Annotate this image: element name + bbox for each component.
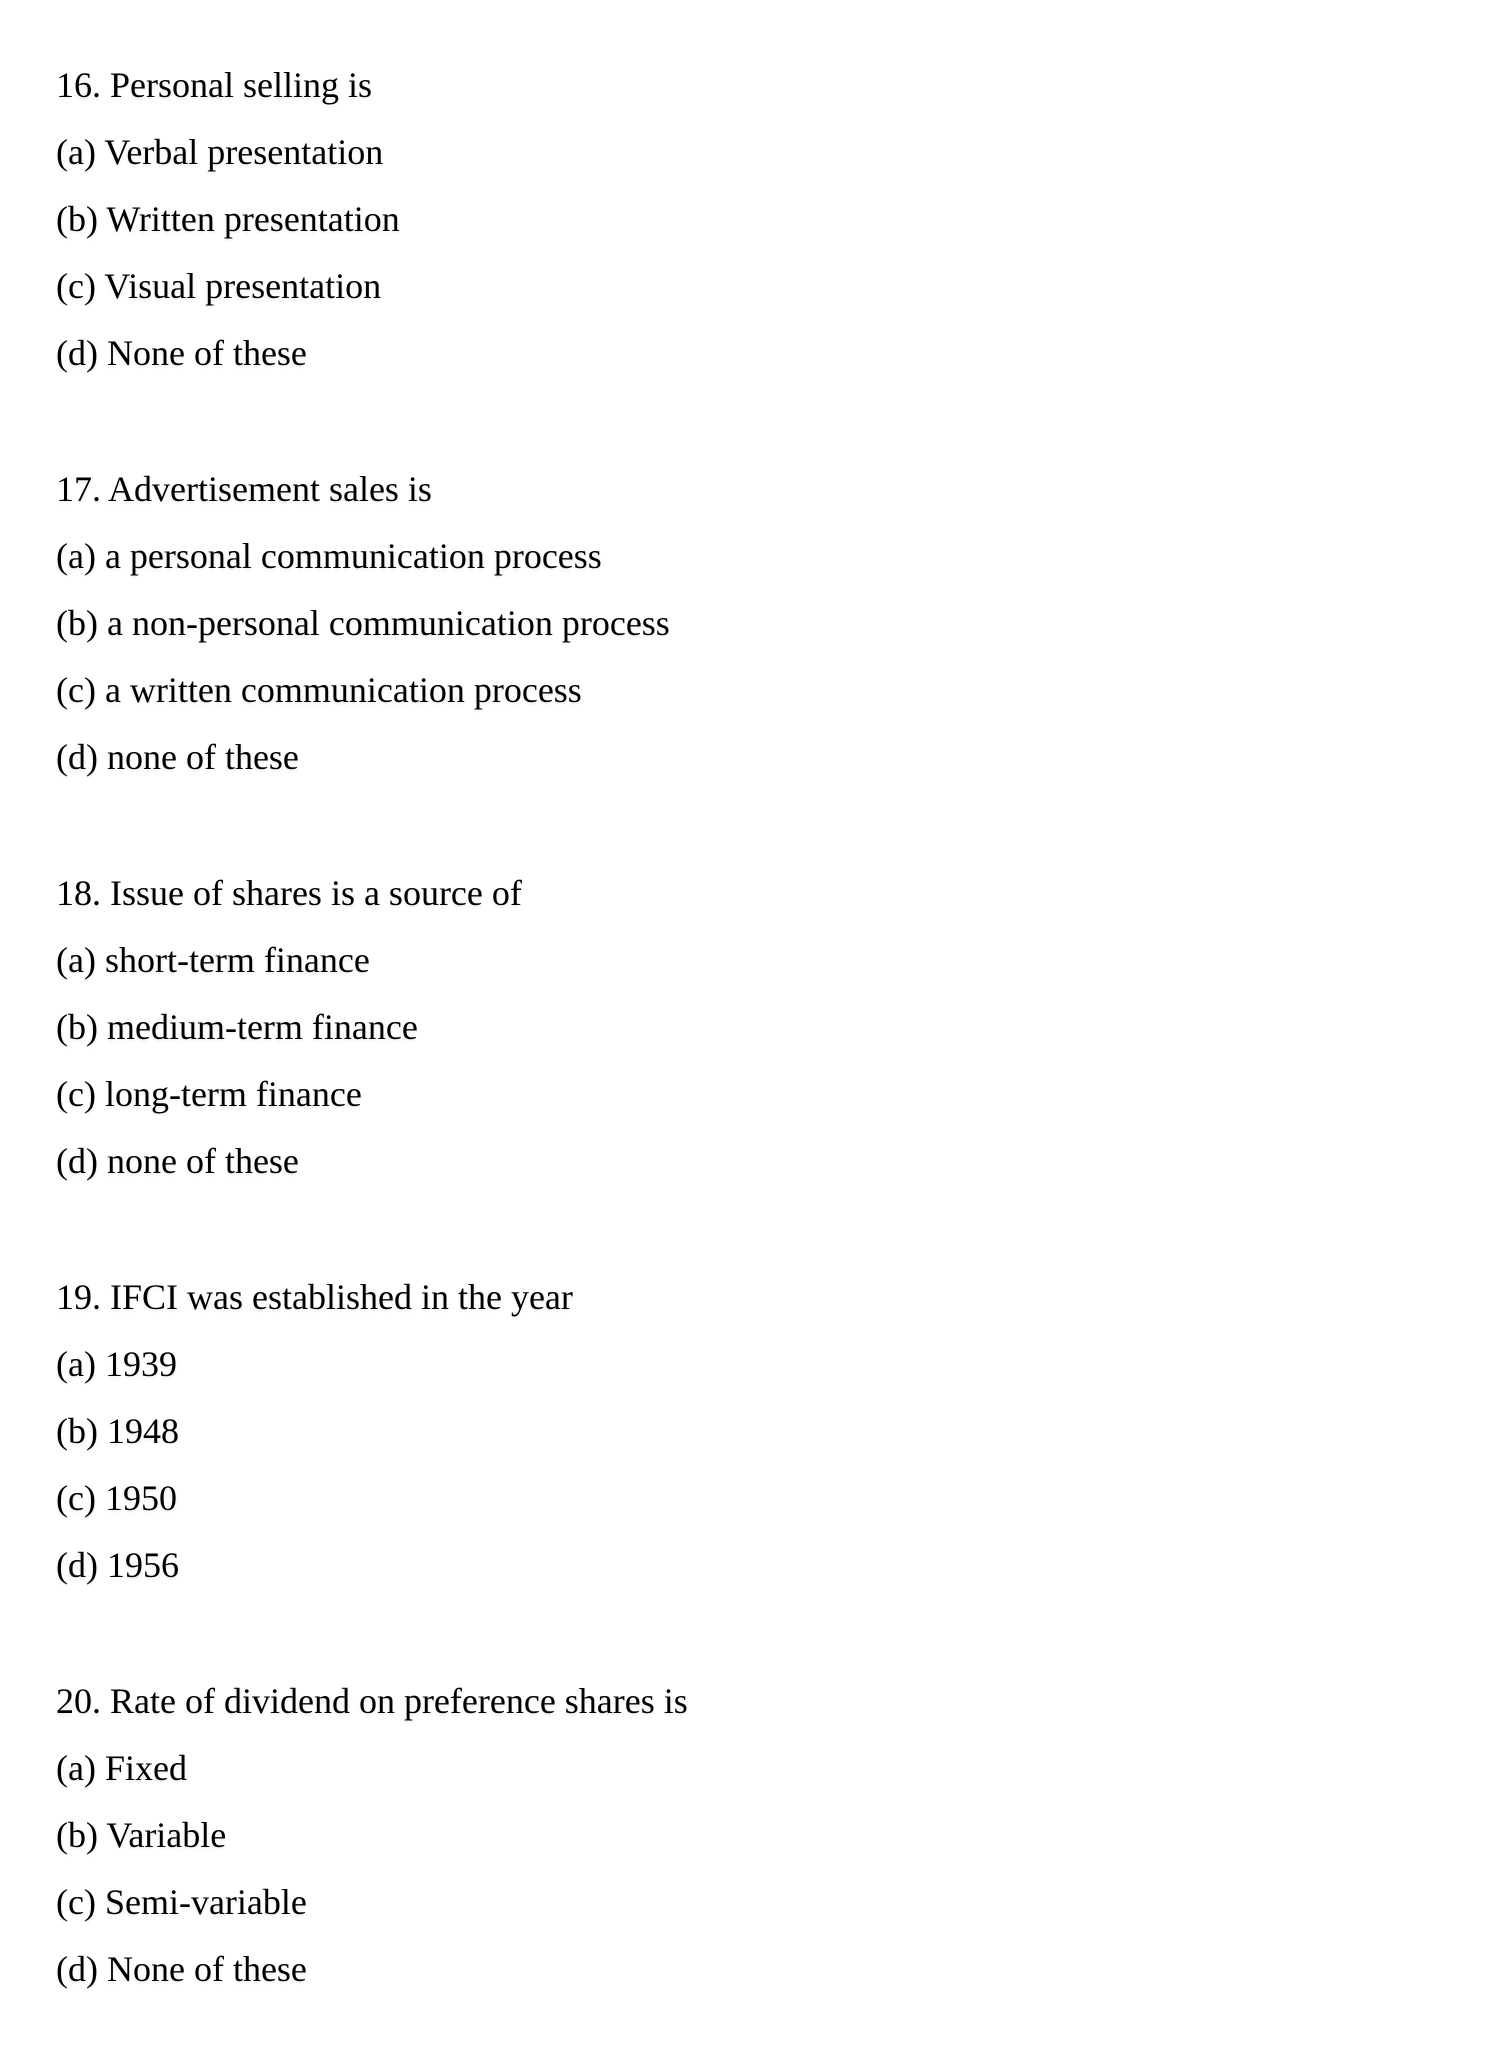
option-c: (c) Visual presentation <box>56 266 382 306</box>
question-text: 16. Personal selling is <box>56 65 372 105</box>
option-b: (b) 1948 <box>56 1411 179 1451</box>
question-20 <box>56 1668 688 2003</box>
option-d: (d) None of these <box>56 333 307 373</box>
question-text: 17. Advertisement sales is <box>56 469 432 509</box>
option-d: (d) none of these <box>56 737 299 777</box>
option-c: (c) Semi-variable <box>56 1882 307 1922</box>
option-d: (d) None of these <box>56 1949 307 1989</box>
option-b: (b) a non-personal communication process <box>56 603 670 643</box>
question-18 <box>56 860 688 1195</box>
mcq-page <box>56 52 688 2072</box>
question-19 <box>56 1264 688 1599</box>
option-a: (a) Fixed <box>56 1748 187 1788</box>
option-a: (a) Verbal presentation <box>56 132 384 172</box>
question-text: 19. IFCI was established in the year <box>56 1277 573 1317</box>
option-d: (d) 1956 <box>56 1545 179 1585</box>
question-text: 18. Issue of shares is a source of <box>56 873 522 913</box>
option-b: (b) Written presentation <box>56 199 400 239</box>
option-b: (b) medium-term finance <box>56 1007 418 1047</box>
question-text: 20. Rate of dividend on preference shares is <box>56 1681 688 1721</box>
option-c: (c) a written communication process <box>56 670 582 710</box>
option-a: (a) a personal communication process <box>56 536 602 576</box>
option-b: (b) Variable <box>56 1815 227 1855</box>
question-16 <box>56 52 688 387</box>
option-d: (d) none of these <box>56 1141 299 1181</box>
option-a: (a) short-term finance <box>56 940 370 980</box>
option-c: (c) long-term finance <box>56 1074 362 1114</box>
question-17 <box>56 456 688 791</box>
option-a: (a) 1939 <box>56 1344 177 1384</box>
option-c: (c) 1950 <box>56 1478 177 1518</box>
